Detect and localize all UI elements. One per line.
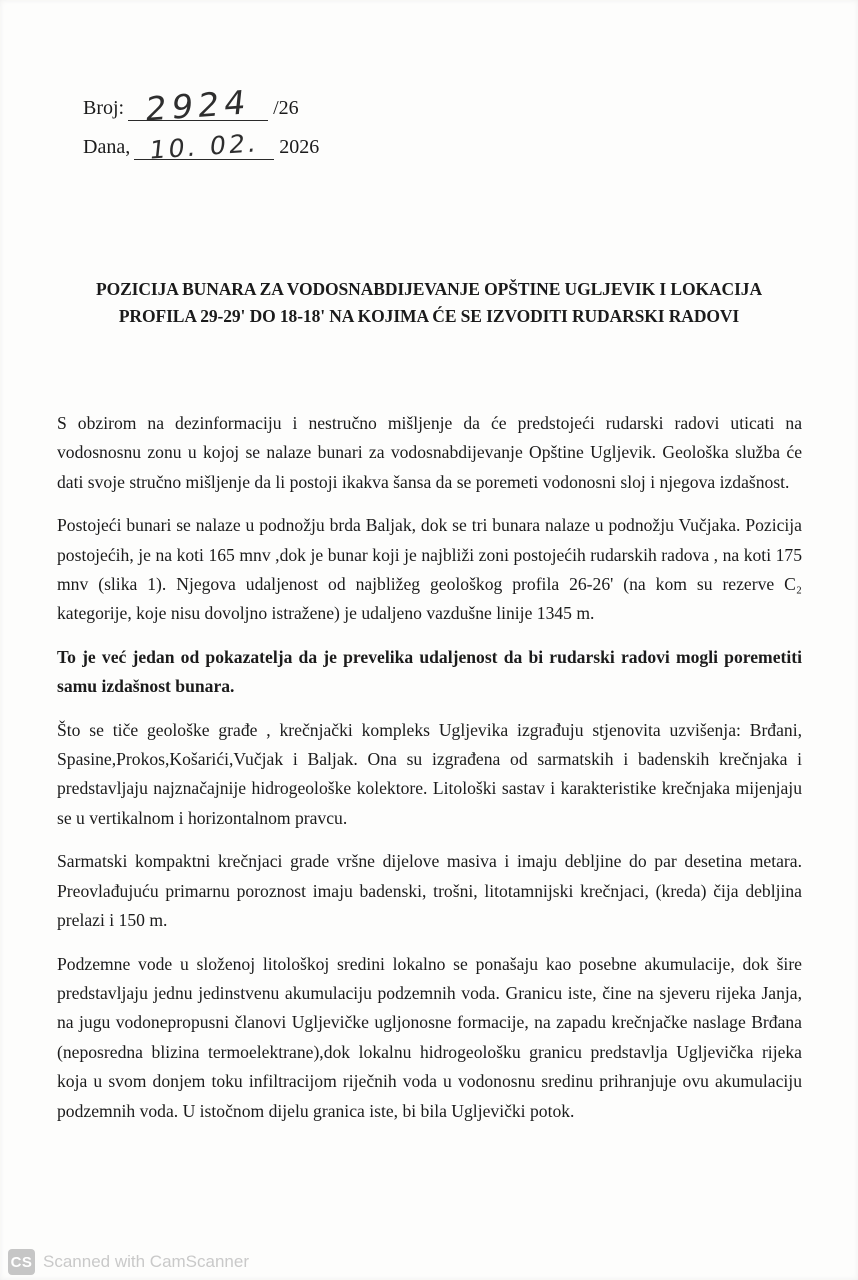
watermark-text: Scanned with CamScanner: [43, 1252, 250, 1271]
broj-line: [83, 82, 319, 129]
title-line-1: POZICIJA BUNARA ZA VODOSNABDIJEVANJE OPŠTINE UGLJEVIK I LOKACIJA: [95, 279, 762, 299]
dana-handwritten-value: 10. 02.: [147, 128, 261, 165]
broj-handwritten-value: 2924: [143, 82, 253, 129]
document-body: [57, 409, 802, 1140]
paragraph-conclusion-bold: To je već jedan od pokazatelja da je prevelika udaljenost da bi rudarski radovi mogli poremetiti samu izdašnost bunara.: [57, 646, 802, 697]
paragraph-intro: S obzirom na dezinformaciju i nestručno mišljenje da će predstojeći rudarski radovi uticati na vodosnosnu zonu u kojoj se nalaze bunari za vodosnabdijevanje Opštine Ugljevik. Geološka služba će dati svoje stručno mišljenje da li postoji ikakva šansa da se poremeti vodonosni sloj i njegova izdašnost.: [57, 413, 802, 492]
broj-suffix: /26: [273, 97, 299, 119]
title-line-2: PROFILA 29-29' DO 18-18' NA KOJIMA ĆE SE IZVODITI RUDARSKI RADOVI: [118, 306, 740, 326]
paragraph-limestone: Sarmatski kompaktni krečnjaci grade vršne dijelove masiva i imaju debljine do par desetina metara. Preovlađujuću primarnu poroznost imaju badenski, trošni, litotamnijski krečnjaci, (kreda) čija debljina prelazi i 150 m.: [57, 851, 802, 931]
broj-underline: [128, 82, 268, 129]
camscanner-logo-icon: CS: [8, 1249, 35, 1275]
dana-line: [83, 128, 320, 172]
dana-label: Dana,: [83, 136, 131, 158]
document-title: [0, 276, 858, 330]
dana-underline: [134, 128, 274, 165]
document-header: [83, 82, 320, 172]
camscanner-watermark: [8, 1249, 249, 1275]
dana-year: 2026: [279, 136, 320, 158]
paragraph-well-positions: Postojeći bunari se nalaze u podnožju brda Baljak, dok se tri bunara nalaze u podnožju Vučjaka. Pozicija postojećih, je na koti 165 mnv ,dok je bunar koji je najbliži zoni postojećih rudarskih radova , na koti 175 mnv (slika 1). Njegova udaljenost od najbližeg geološkog profila 26-26' (na kom su rezerve C₂ kategorije, koje nisu dovoljno istražene) je udaljeno vazdušne linije 1345 m.: [57, 515, 802, 624]
paragraph-geology: Što se tiče geološke građe , krečnjački kompleks Ugljevika izgrađuju stjenovita uzvišenja: Brđani, Spasine,Prokos,Košarići,Vučjak i Baljak. Ona su izgrađena od sarmatskih i badenskih krečnjaka i predstavljaju najznačajnije hidrogeološke kolektore. Litološki sastav i karakteristike krečnjaka mijenjaju se u vertikalnom i horizontalnom pravcu.: [57, 719, 802, 828]
broj-label: Broj:: [83, 97, 125, 119]
paragraph-groundwater: Podzemne vode u složenoj litološkoj sredini lokalno se ponašaju kao posebne akumulacije, dok šire predstavljaju jednu jedinstvenu akumulaciju podzemnih voda. Granicu iste, čine na sjeveru rijeka Janja, na jugu vodonepropusni članovi Ugljevičke ugljonosne formacije, na zapadu krečnjačke naslage Brđana (neposredna blizina termoelektrane),dok lokalnu hidrogeološku granicu predstavlja Ugljevička rijeka koja u svom donjem toku infiltracijom riječnih voda u vodonosnu sredinu prihranjuje ovu akumulaciju podzemnih voda. U istočnom dijelu granica iste, bi bila Ugljevički potok.: [57, 953, 802, 1121]
